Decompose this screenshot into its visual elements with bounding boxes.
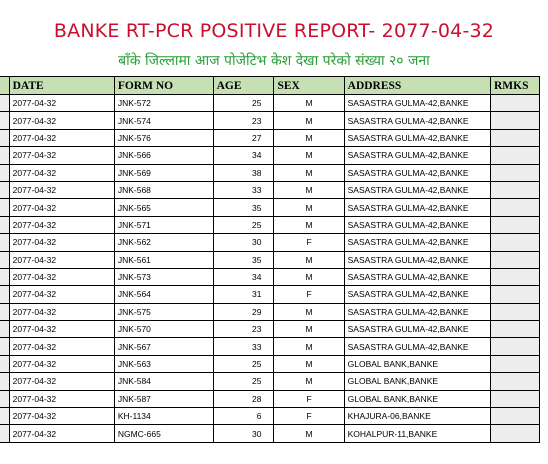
header-address: ADDRESS (344, 77, 490, 95)
address-cell: SASASTRA GULMA-42,BANKE (344, 321, 490, 338)
remarks-cell (491, 373, 540, 390)
age-cell: 25 (213, 355, 274, 372)
row-sn-cell (0, 95, 9, 112)
date-cell: 2077-04-32 (9, 390, 114, 407)
sex-cell: M (274, 303, 344, 320)
sex-cell: M (274, 164, 344, 181)
sex-cell: M (274, 129, 344, 146)
table-row (0, 95, 540, 112)
form-no-cell: JNK-587 (114, 390, 213, 407)
header-age: AGE (213, 77, 274, 95)
sex-cell: F (274, 408, 344, 425)
form-no-cell: JNK-561 (114, 251, 213, 268)
sex-cell: M (274, 373, 344, 390)
remarks-cell (491, 355, 540, 372)
remarks-cell (491, 303, 540, 320)
row-sn-cell (0, 164, 9, 181)
row-sn-cell (0, 199, 9, 216)
table-row (0, 425, 540, 442)
form-no-cell: JNK-566 (114, 147, 213, 164)
address-cell: SASASTRA GULMA-42,BANKE (344, 251, 490, 268)
age-cell: 30 (213, 425, 274, 442)
address-cell: SASASTRA GULMA-42,BANKE (344, 303, 490, 320)
sex-cell: M (274, 355, 344, 372)
age-cell: 27 (213, 129, 274, 146)
remarks-cell (491, 234, 540, 251)
sex-cell: F (274, 390, 344, 407)
date-cell: 2077-04-32 (9, 199, 114, 216)
remarks-cell (491, 199, 540, 216)
form-no-cell: JNK-584 (114, 373, 213, 390)
row-sn-cell (0, 216, 9, 233)
row-sn-cell (0, 338, 9, 355)
age-cell: 25 (213, 95, 274, 112)
remarks-cell (491, 95, 540, 112)
sex-cell: M (274, 181, 344, 198)
table-row (0, 373, 540, 390)
form-no-cell: JNK-574 (114, 112, 213, 129)
header-date: DATE (9, 77, 114, 95)
address-cell: GLOBAL BANK,BANKE (344, 355, 490, 372)
table-row (0, 112, 540, 129)
table-row (0, 147, 540, 164)
address-cell: SASASTRA GULMA-42,BANKE (344, 147, 490, 164)
remarks-cell (491, 251, 540, 268)
table-header-row (0, 77, 540, 95)
date-cell: 2077-04-32 (9, 303, 114, 320)
date-cell: 2077-04-32 (9, 338, 114, 355)
form-no-cell: JNK-570 (114, 321, 213, 338)
remarks-cell (491, 390, 540, 407)
age-cell: 33 (213, 181, 274, 198)
form-no-cell: JNK-569 (114, 164, 213, 181)
address-cell: KHAJURA-06,BANKE (344, 408, 490, 425)
table-row (0, 129, 540, 146)
table-row (0, 268, 540, 285)
sex-cell: M (274, 338, 344, 355)
row-sn-cell (0, 355, 9, 372)
address-cell: SASASTRA GULMA-42,BANKE (344, 181, 490, 198)
date-cell: 2077-04-32 (9, 164, 114, 181)
remarks-cell (491, 425, 540, 442)
remarks-cell (491, 129, 540, 146)
row-sn-cell (0, 181, 9, 198)
age-cell: 28 (213, 390, 274, 407)
address-cell: KOHALPUR-11,BANKE (344, 425, 490, 442)
report-title: BANKE RT-PCR POSITIVE REPORT- 2077-04-32 (53, 20, 495, 42)
age-cell: 35 (213, 199, 274, 216)
header-sex: SEX (274, 77, 344, 95)
table-row (0, 338, 540, 355)
row-sn-cell (0, 321, 9, 338)
date-cell: 2077-04-32 (9, 425, 114, 442)
date-cell: 2077-04-32 (9, 234, 114, 251)
age-cell: 25 (213, 373, 274, 390)
row-sn-cell (0, 251, 9, 268)
remarks-cell (491, 164, 540, 181)
sex-cell: M (274, 216, 344, 233)
form-no-cell: KH-1134 (114, 408, 213, 425)
row-sn-cell (0, 303, 9, 320)
age-cell: 29 (213, 303, 274, 320)
remarks-cell (491, 216, 540, 233)
age-cell: 31 (213, 286, 274, 303)
form-no-cell: JNK-568 (114, 181, 213, 198)
date-cell: 2077-04-32 (9, 268, 114, 285)
table-row (0, 234, 540, 251)
form-no-cell: JNK-565 (114, 199, 213, 216)
date-cell: 2077-04-32 (9, 95, 114, 112)
form-no-cell: JNK-563 (114, 355, 213, 372)
form-no-cell: JNK-575 (114, 303, 213, 320)
form-no-cell: JNK-562 (114, 234, 213, 251)
sex-cell: M (274, 112, 344, 129)
form-no-cell: JNK-573 (114, 268, 213, 285)
sex-cell: M (274, 268, 344, 285)
remarks-cell (491, 408, 540, 425)
remarks-cell (491, 181, 540, 198)
table-row (0, 216, 540, 233)
address-cell: SASASTRA GULMA-42,BANKE (344, 164, 490, 181)
row-sn-cell (0, 425, 9, 442)
form-no-cell: JNK-571 (114, 216, 213, 233)
date-cell: 2077-04-32 (9, 147, 114, 164)
date-cell: 2077-04-32 (9, 181, 114, 198)
table-row (0, 303, 540, 320)
date-cell: 2077-04-32 (9, 251, 114, 268)
date-cell: 2077-04-32 (9, 321, 114, 338)
table-row (0, 251, 540, 268)
date-cell: 2077-04-32 (9, 373, 114, 390)
sex-cell: M (274, 95, 344, 112)
date-cell: 2077-04-32 (9, 286, 114, 303)
address-cell: SASASTRA GULMA-42,BANKE (344, 268, 490, 285)
age-cell: 33 (213, 338, 274, 355)
remarks-cell (491, 321, 540, 338)
row-sn-cell (0, 373, 9, 390)
header-sn (0, 77, 9, 95)
row-sn-cell (0, 129, 9, 146)
row-sn-cell (0, 390, 9, 407)
address-cell: SASASTRA GULMA-42,BANKE (344, 199, 490, 216)
address-cell: SASASTRA GULMA-42,BANKE (344, 112, 490, 129)
address-cell: GLOBAL BANK,BANKE (344, 373, 490, 390)
address-cell: GLOBAL BANK,BANKE (344, 390, 490, 407)
row-sn-cell (0, 268, 9, 285)
report-subtitle: बाँके जिल्लामा आज पोजेटिभ केश देखा परेको संख्या २० जना (118, 53, 430, 69)
table-row (0, 408, 540, 425)
remarks-cell (491, 147, 540, 164)
date-cell: 2077-04-32 (9, 408, 114, 425)
table-row (0, 181, 540, 198)
age-cell: 23 (213, 321, 274, 338)
address-cell: SASASTRA GULMA-42,BANKE (344, 338, 490, 355)
row-sn-cell (0, 234, 9, 251)
address-cell: SASASTRA GULMA-42,BANKE (344, 234, 490, 251)
header-remarks: RMKS (491, 77, 540, 95)
date-cell: 2077-04-32 (9, 355, 114, 372)
sex-cell: F (274, 234, 344, 251)
date-cell: 2077-04-32 (9, 216, 114, 233)
age-cell: 30 (213, 234, 274, 251)
table-row (0, 286, 540, 303)
form-no-cell: JNK-567 (114, 338, 213, 355)
sex-cell: M (274, 425, 344, 442)
sex-cell: M (274, 147, 344, 164)
row-sn-cell (0, 286, 9, 303)
remarks-cell (491, 286, 540, 303)
age-cell: 23 (213, 112, 274, 129)
remarks-cell (491, 338, 540, 355)
table-row (0, 199, 540, 216)
table-row (0, 164, 540, 181)
sex-cell: M (274, 199, 344, 216)
row-sn-cell (0, 408, 9, 425)
address-cell: SASASTRA GULMA-42,BANKE (344, 129, 490, 146)
row-sn-cell (0, 147, 9, 164)
sex-cell: F (274, 286, 344, 303)
age-cell: 25 (213, 216, 274, 233)
age-cell: 38 (213, 164, 274, 181)
age-cell: 6 (213, 408, 274, 425)
form-no-cell: JNK-564 (114, 286, 213, 303)
sex-cell: M (274, 251, 344, 268)
address-cell: SASASTRA GULMA-42,BANKE (344, 95, 490, 112)
date-cell: 2077-04-32 (9, 129, 114, 146)
age-cell: 34 (213, 268, 274, 285)
header-form-no: FORM NO (114, 77, 213, 95)
table-row (0, 321, 540, 338)
form-no-cell: JNK-576 (114, 129, 213, 146)
address-cell: SASASTRA GULMA-42,BANKE (344, 286, 490, 303)
row-sn-cell (0, 112, 9, 129)
form-no-cell: JNK-572 (114, 95, 213, 112)
age-cell: 35 (213, 251, 274, 268)
form-no-cell: NGMC-665 (114, 425, 213, 442)
positive-cases-table (0, 76, 540, 443)
table-row (0, 355, 540, 372)
remarks-cell (491, 112, 540, 129)
sex-cell: M (274, 321, 344, 338)
age-cell: 34 (213, 147, 274, 164)
remarks-cell (491, 268, 540, 285)
table-row (0, 390, 540, 407)
date-cell: 2077-04-32 (9, 112, 114, 129)
address-cell: SASASTRA GULMA-42,BANKE (344, 216, 490, 233)
